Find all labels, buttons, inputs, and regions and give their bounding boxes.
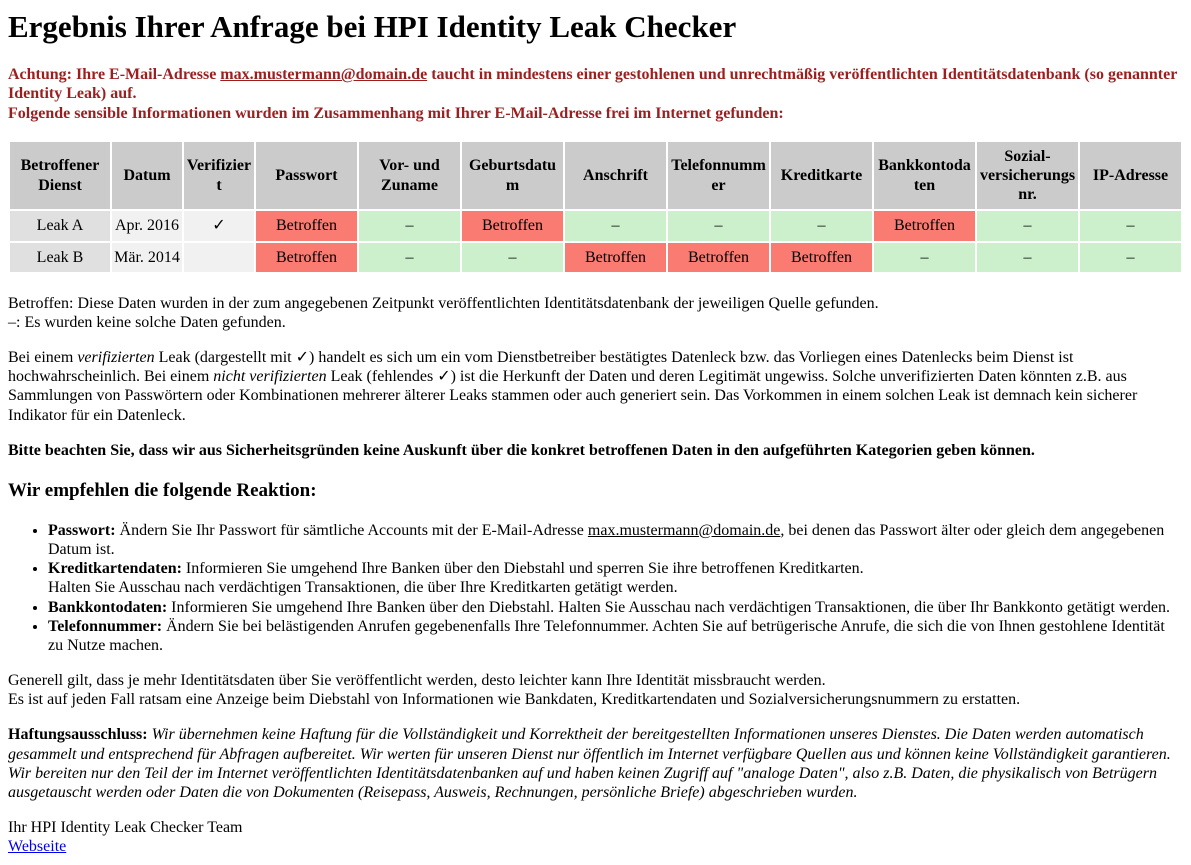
- status-cell-geburtsdatum: Betroffen: [462, 211, 563, 240]
- results-table: [8, 140, 1183, 274]
- recommendation-text: Informieren Sie umgehend Ihre Banken über den Diebstahl und sperren Sie ihre betroffenen Kreditkarten.: [181, 560, 864, 578]
- recommendation-item-bankkontodaten: [48, 598, 1183, 617]
- column-header-anschrift: Anschrift: [565, 142, 666, 210]
- column-header-sozialversicherungsnr: Sozial-versicherungsnr.: [977, 142, 1078, 210]
- warning-intro: Achtung: Ihre E-Mail-Adresse: [8, 66, 221, 84]
- disclaimer-label: Haftungsausschluss:: [8, 726, 148, 744]
- status-cell-ip-adresse: –: [1080, 243, 1181, 272]
- status-cell-telefonnummer: Betroffen: [668, 243, 769, 272]
- recommendation-term: Bankkontodaten:: [48, 598, 168, 616]
- footer: [8, 818, 1183, 856]
- column-header-telefonnummer: Telefonnummer: [668, 142, 769, 210]
- table-row-leak-a: [10, 211, 1181, 240]
- status-cell-passwort: Betroffen: [256, 211, 357, 240]
- status-cell-vor-und-zuname: –: [359, 211, 460, 240]
- email-link[interactable]: max.mustermann@domain.de: [220, 66, 428, 84]
- legend-betroffen: Betroffen: Diese Daten wurden in der zum angegebenen Zeitpunkt veröffentlichten Identitätsdatenbank der jeweiligen Quelle gefunden.: [8, 294, 879, 312]
- status-cell-bankkontodaten: –: [874, 243, 975, 272]
- disclaimer: [8, 725, 1183, 802]
- status-cell-bankkontodaten: Betroffen: [874, 211, 975, 240]
- recommendation-text: Halten Sie Ausschau nach verdächtigen Transaktionen, die über Ihre Kreditkarten getätigt werden.: [48, 579, 678, 597]
- disclaimer-text: Wir übernehmen keine Haftung für die Vollständigkeit und Korrektheit der bereitgestellten Informationen unseres Dienstes. Die Daten werden automatisch gesammelt und entsprechend für Abfragen aufbereitet. Wir werten für unseren Dienst nur öffentlich im Internet verfügbare Quellen aus und können keine Vollständigkeit garantieren. Wir bereiten nur den Teil der im Internet veröffentlichten Identitätsdatenbanken auf und haben keinen Zugriff auf "analoge Daten", also z.B. Daten, die physikalisch von Betrügern ausgetauscht werden oder Daten die von Dokumenten (Reisepass, Ausweis, Rechnungen, persönliche Briefe) abgeschrieben wurden.: [8, 726, 1171, 802]
- status-cell-ip-adresse: –: [1080, 211, 1181, 240]
- recommendation-item-kreditkartendaten: [48, 559, 1183, 597]
- legend-dash: –: Es wurden keine solche Daten gefunden.: [8, 313, 286, 331]
- status-cell-sozialversicherungsnr: –: [977, 211, 1078, 240]
- verified-italic-2: nicht verifizierten: [213, 368, 327, 386]
- verified-explanation: [8, 348, 1183, 425]
- status-cell-passwort: Betroffen: [256, 243, 357, 272]
- recommendation-text: Informieren Sie umgehend Ihre Banken über den Diebstahl. Halten Sie Ausschau nach verdächtigen Transaktionen, die über Ihr Bankkonto getätigt werden.: [167, 598, 1170, 616]
- status-cell-anschrift: Betroffen: [565, 243, 666, 272]
- warning-after-email: taucht in mindestens einer gestohlenen und unrechtmäßig veröffentlichten Identitätsdatenbank (so genannter Identity Leak) auf.: [8, 66, 1178, 103]
- header-row: [10, 142, 1181, 210]
- team-signature: Ihr HPI Identity Leak Checker Team: [8, 819, 243, 837]
- column-header-verifiziert: Verifiziert: [184, 142, 254, 210]
- status-cell-vor-und-zuname: –: [359, 243, 460, 272]
- security-note-text: Bitte beachten Sie, dass wir aus Sicherheitsgründen keine Auskunft über die konkret betroffenen Daten in den aufgeführten Kategorien geben können.: [8, 441, 1035, 459]
- column-header-passwort: Passwort: [256, 142, 357, 210]
- verified-cell: ✓: [184, 211, 254, 240]
- date-cell: Apr. 2016: [112, 211, 182, 240]
- general-advice-line1: Generell gilt, dass je mehr Identitätsdaten über Sie veröffentlicht werden, desto leichter kann Ihre Identität missbraucht werden.: [8, 672, 826, 690]
- column-header-vor-und-zuname: Vor- und Zuname: [359, 142, 460, 210]
- warning-line2: Folgende sensible Informationen wurden im Zusammenhang mit Ihrer E-Mail-Adresse frei im Internet gefunden:: [8, 104, 784, 122]
- recommendation-term: Kreditkartendaten:: [48, 560, 182, 578]
- status-cell-geburtsdatum: –: [462, 243, 563, 272]
- status-cell-telefonnummer: –: [668, 211, 769, 240]
- verified-text-3: Leak (fehlendes ✓) ist die Herkunft der Daten und deren Legitimät ungewiss. Solche unverifizierten Daten könnten z.B. aus Sammlungen von Passwörtern oder Kombinationen mehrerer älterer Leaks stammen oder auch generiert sein. Das Vorkommen in einem solchen Leak ist demnach kein sicherer Indikator für ein Datenleck.: [8, 368, 1138, 424]
- recommendation-term: Passwort:: [48, 521, 116, 539]
- service-cell: Leak B: [10, 243, 110, 272]
- verified-cell: [184, 243, 254, 272]
- recommendation-text: , bei denen das Passwort älter oder gleich dem angegebenen Datum ist.: [48, 521, 1165, 558]
- recommendations-list: [8, 521, 1183, 655]
- status-cell-kreditkarte: Betroffen: [771, 243, 872, 272]
- status-cell-sozialversicherungsnr: –: [977, 243, 1078, 272]
- table-row-leak-b: [10, 243, 1181, 272]
- security-note: [8, 441, 1183, 460]
- recommendation-item-telefonnummer: [48, 617, 1183, 655]
- column-header-datum: Datum: [112, 142, 182, 210]
- column-header-geburtsdatum: Geburtsdatum: [462, 142, 563, 210]
- website-link[interactable]: Webseite: [8, 838, 67, 856]
- email-link[interactable]: max.mustermann@domain.de: [587, 521, 781, 539]
- status-cell-kreditkarte: –: [771, 211, 872, 240]
- legend-text: [8, 294, 1183, 332]
- warning-text: [8, 65, 1183, 123]
- recommendation-term: Telefonnummer:: [48, 617, 163, 635]
- service-cell: Leak A: [10, 211, 110, 240]
- recommendations-heading: Wir empfehlen die folgende Reaktion:: [8, 480, 317, 501]
- verified-text-2: Leak (dargestellt mit ✓) handelt es sich um ein vom Dienstbetreiber bestätigtes Datenleck bzw. das Vorliegen eines Datenlecks beim Dienst ist hochwahrscheinlich. Bei einem: [8, 349, 1074, 386]
- general-advice-line2: Es ist auf jeden Fall ratsam eine Anzeige beim Diebstahl von Informationen wie Bankdaten, Kreditkartendaten und Sozialversicherungsnummern zu erstatten.: [8, 691, 1021, 709]
- status-cell-anschrift: –: [565, 211, 666, 240]
- column-header-bankkontodaten: Bankkontodaten: [874, 142, 975, 210]
- recommendation-text: Ändern Sie Ihr Passwort für sämtliche Accounts mit der E-Mail-Adresse: [115, 521, 588, 539]
- date-cell: Mär. 2014: [112, 243, 182, 272]
- page-title: Ergebnis Ihrer Anfrage bei HPI Identity Leak Checker: [8, 9, 737, 44]
- column-header-kreditkarte: Kreditkarte: [771, 142, 872, 210]
- column-header-betroffener-dienst: Betroffener Dienst: [10, 142, 110, 210]
- column-header-ip-adresse: IP-Adresse: [1080, 142, 1181, 210]
- recommendation-item-passwort: [48, 521, 1183, 559]
- recommendation-text: Ändern Sie bei belästigenden Anrufen gegebenenfalls Ihre Telefonnummer. Achten Sie auf betrügerische Anrufe, die sich die von Ihnen gestohlene Identität zu Nutze machen.: [48, 617, 1165, 654]
- verified-text-1: Bei einem: [8, 349, 78, 367]
- general-advice: [8, 671, 1183, 709]
- verified-italic-1: verifizierten: [77, 349, 155, 367]
